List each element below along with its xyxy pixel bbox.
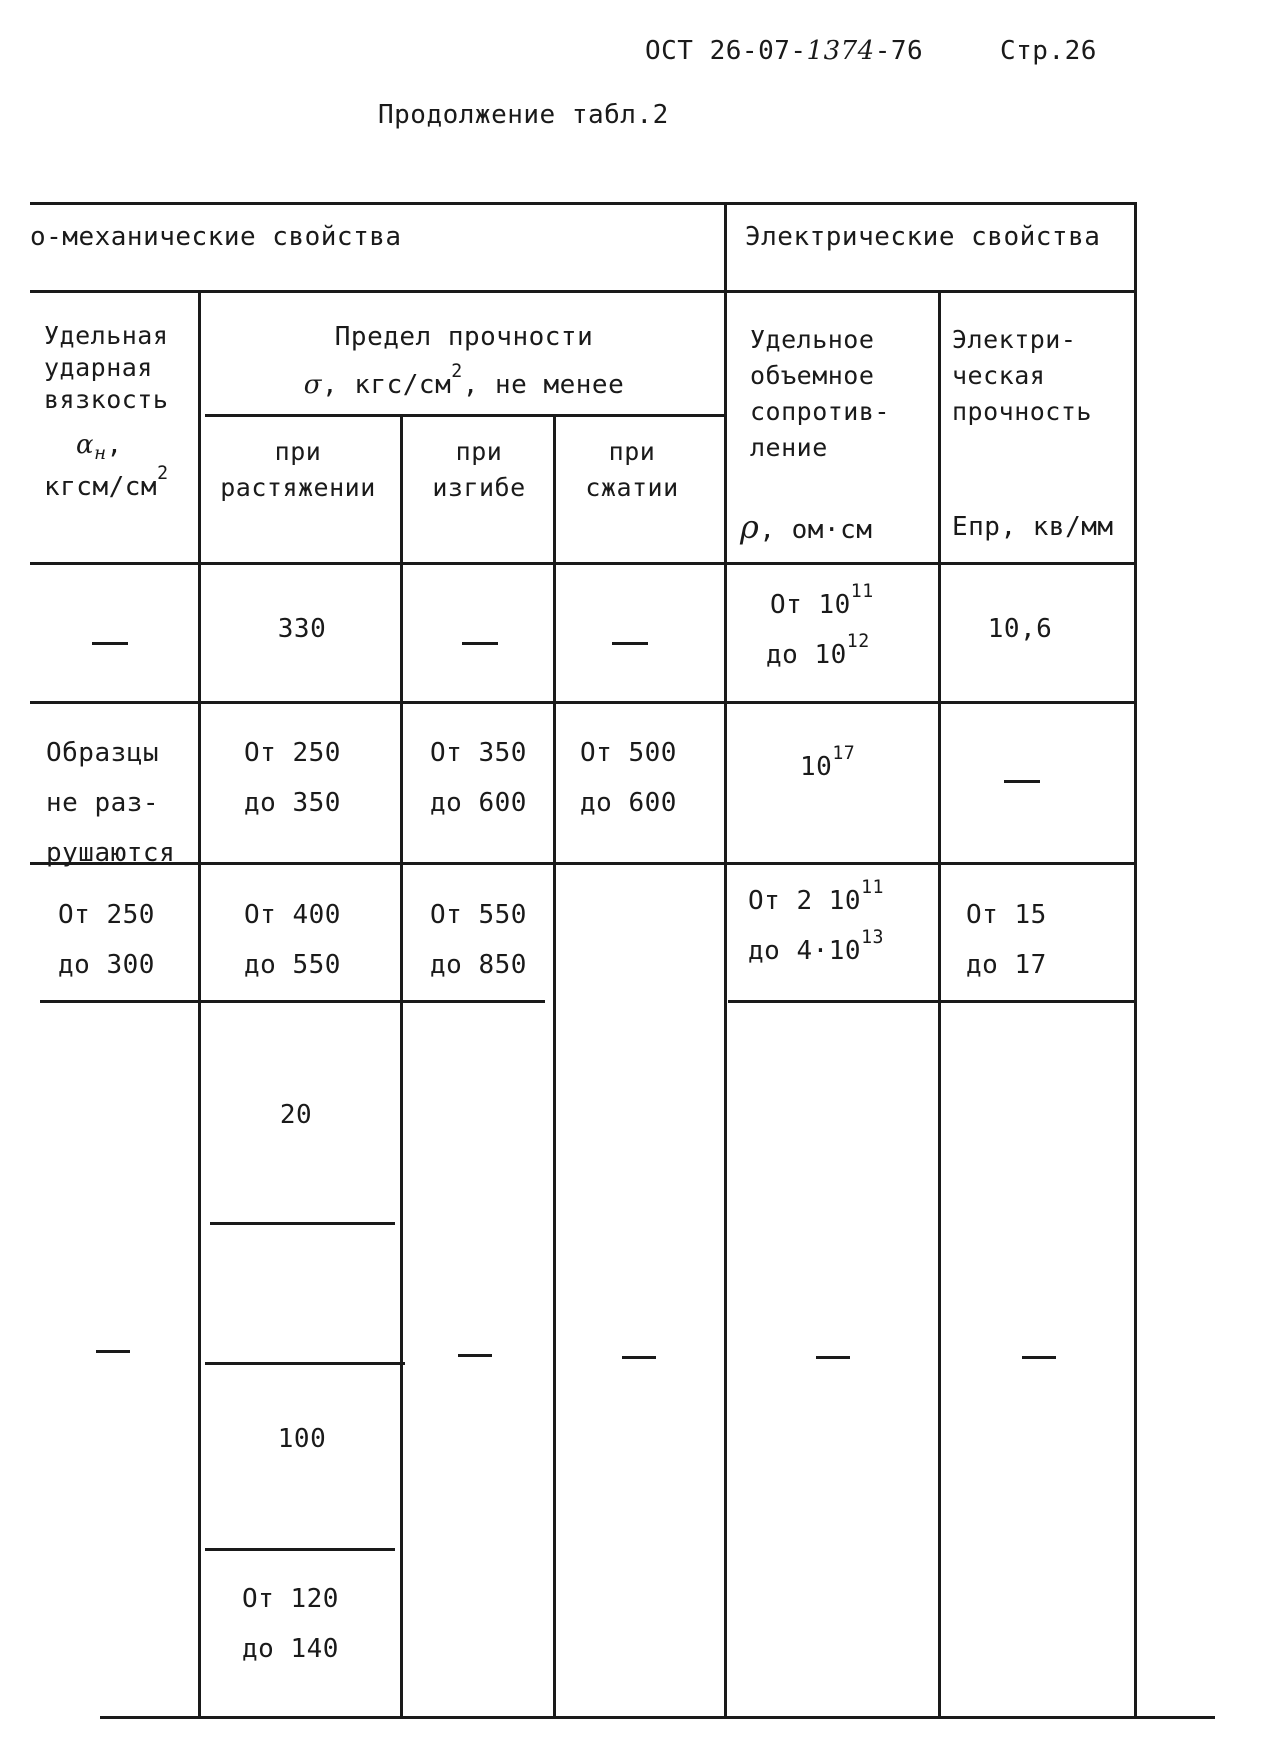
header-dielectric <box>952 322 1092 430</box>
header-impact-line: вязкость <box>44 385 169 414</box>
row1-bending-dash <box>462 642 498 645</box>
group-mechanical: о-механические свойства <box>30 222 402 252</box>
header-impact-unit <box>44 462 169 502</box>
header-resistivity-line: ление <box>750 433 828 462</box>
strength-symbol: σ <box>303 370 323 400</box>
header-bending <box>432 434 525 506</box>
row3-tension: От 400 до 550 <box>244 900 341 980</box>
row2-dielectric-dash <box>1004 780 1040 783</box>
header-tension <box>220 434 376 506</box>
header-resistivity-line: сопротив- <box>750 397 890 426</box>
header-impact-symbol <box>76 430 123 469</box>
rule-bottom <box>100 1716 1215 1719</box>
header-dielectric-line: ческая <box>952 361 1046 390</box>
impact-symbol-comma: , <box>106 430 123 460</box>
rule-top <box>30 202 1137 205</box>
row1-resistivity-to: до $10^{12}$ <box>766 630 870 670</box>
row3-bending: От 550 до 850 <box>430 900 527 980</box>
row2-bending: От 350 до 600 <box>430 738 527 818</box>
rule-row3-right <box>728 1000 1137 1003</box>
row4-tension-a: 20 <box>279 1100 313 1130</box>
group-electrical: Электрические свойства <box>745 222 1101 252</box>
header-tension-line: растяжении <box>220 473 376 502</box>
document-code <box>645 36 923 66</box>
resistivity-unit: , ом·см <box>759 515 873 545</box>
header-dielectric-unit: Епр, кв/мм <box>952 512 1114 542</box>
rule-row2-bottom <box>30 862 1137 865</box>
row4-compression-dash <box>622 1356 656 1359</box>
header-resistivity <box>750 322 890 466</box>
strength-unit-tail: , не менее <box>462 370 625 400</box>
row2-impact: Образцы не раз- рушаются <box>46 738 176 868</box>
col-rule-bending <box>553 416 556 1716</box>
row2-compression: От 500 до 600 <box>580 738 677 818</box>
resistivity-symbol: ρ <box>740 508 760 546</box>
row4-dielectric-dash <box>1022 1356 1056 1359</box>
header-strength-title: Предел прочности <box>334 322 594 352</box>
header-bending-line: при <box>455 437 503 466</box>
strength-unit: , кгс/см <box>322 370 452 400</box>
rule-row3-left <box>40 1000 545 1003</box>
impact-unit-sup: 2 <box>157 462 169 484</box>
page-number: Стр.26 <box>1000 36 1097 66</box>
rule-strength-sub <box>205 414 725 417</box>
header-impact-line: Удельная <box>44 321 169 350</box>
row1-dielectric: 10,6 <box>987 614 1053 644</box>
col-rule-right <box>1134 202 1137 1716</box>
col-rule-tension <box>400 416 403 1716</box>
rule-row1-bottom <box>30 701 1137 704</box>
table-caption: Продолжение табл.2 <box>378 100 669 130</box>
header-resistivity-line: Удельное <box>750 325 875 354</box>
col-rule-impact <box>198 292 201 1716</box>
rule-header-bottom <box>30 562 1137 565</box>
header-bending-line: изгибе <box>432 473 526 502</box>
rule-tension-b <box>205 1362 405 1365</box>
row4-tension-c: От 120 до 140 <box>242 1584 339 1664</box>
document-code-prefix: ОСТ 26-07- <box>645 36 807 66</box>
row1-compression-dash <box>612 642 648 645</box>
header-tension-line: при <box>274 437 322 466</box>
document-code-suffix: -76 <box>874 36 924 66</box>
row4-resistivity-dash <box>816 1356 850 1359</box>
row4-impact-dash <box>96 1350 130 1353</box>
row3-dielectric: От 15 до 17 <box>966 900 1047 980</box>
row2-tension: От 250 до 350 <box>244 738 341 818</box>
header-strength-unit <box>303 360 625 400</box>
row1-tension: 330 <box>277 614 327 644</box>
impact-unit: кгсм/см <box>44 472 158 502</box>
header-dielectric-line: Электри- <box>952 325 1077 354</box>
row3-resistivity-from: От 2 $10^{11}$ <box>748 876 884 916</box>
row4-tension-b: 100 <box>277 1424 327 1454</box>
header-dielectric-line: прочность <box>952 397 1092 426</box>
header-resistivity-line: объемное <box>750 361 875 390</box>
row2-resistivity: $10^{17}$ <box>800 742 856 782</box>
header-compression-line: при <box>608 437 656 466</box>
strength-unit-sup: 2 <box>451 360 463 382</box>
row3-impact: От 250 до 300 <box>58 900 155 980</box>
header-compression-line: сжатии <box>585 473 679 502</box>
impact-symbol-sub: н <box>94 443 107 465</box>
header-resistivity-unit <box>740 508 873 546</box>
row4-bending-dash <box>458 1354 492 1357</box>
row3-resistivity-to: до $4\cdot 10^{13}$ <box>748 926 884 966</box>
row1-impact-dash <box>92 642 128 645</box>
rule-group-bottom <box>30 290 1137 293</box>
header-compression <box>585 434 678 506</box>
col-rule-resistivity <box>938 292 941 1716</box>
impact-symbol: α <box>76 430 95 460</box>
header-impact-line: ударная <box>44 353 153 382</box>
col-rule-mech-elec <box>724 202 727 1716</box>
document-code-number: 1374 <box>806 36 875 66</box>
rule-tension-c <box>205 1548 395 1551</box>
rule-tension-a <box>210 1222 395 1225</box>
row1-resistivity-from: От $10^{11}$ <box>770 580 874 620</box>
header-impact <box>44 318 168 418</box>
